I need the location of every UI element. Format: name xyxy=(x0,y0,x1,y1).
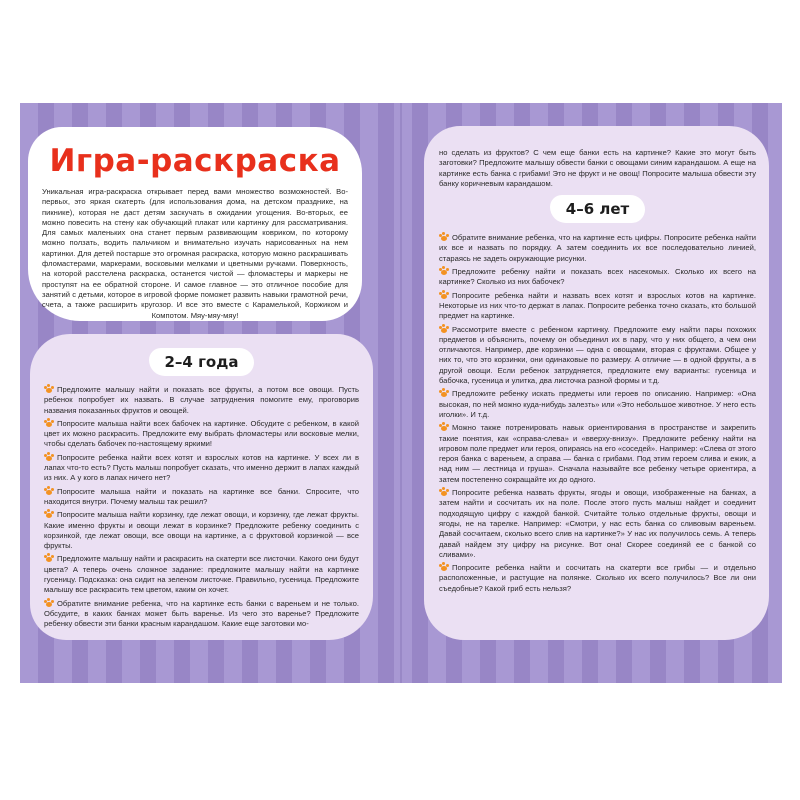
tip-text: Предложите малышу найти и показать все фрукты, а потом все овощи. Пусть ребенок попробует их назвать. В случае затруднения помогите ему, проговорив названия показанных фруктов и овощей. xyxy=(44,385,359,415)
intro-text: Уникальная игра-раскраска открывает перед вами множество возможностей. Во-первых, это яркая скатерть (для использования дома, на детском празднике, на пикнике), которая не даст детям заскучать в ожидании угощения. Во-вторых, ее можно повесить на стену как обучающий плакат или картинку для рассматривания. Для самых маленьких она станет первым развивающим ковриком, по которому можно ползать, водить пальчиком и внимательно изучать нарисованных на нем картинки. Для детей постарше это огромная раскраска, которую можно раскрашивать фломастерами, маркерами, восковыми мелками и цветными ручками. Поверхность, на которой расстелена раскраска, останется чистой — фломастеры и маркеры не проступят на ее обратной стороне. И самое главное — это отличное пособие для занятий с детьми, которое в игровой форме поможет развить навыки грамотной речи, счета, а также расширить кругозор. И все это вместе с Карамелькой, Коржиком и Компотом. Мяу-мяу-мяу! xyxy=(42,187,348,320)
paw-icon xyxy=(44,385,54,393)
tip-item xyxy=(439,389,756,420)
tip-text: Попросите ребенка найти всех котят и взрослых котов на картинке. У всех ли в лапах что-то есть? Пусть малыш попробует сказать, что именно держит в лапах каждый из них. А у кого в лапах ничего нет? xyxy=(44,452,359,483)
tip-text: Попросите малыша найти всех бабочек на картинке. Обсудите с ребенком, в какой цвет их можно раскрасить. Предложите ему выбрать фломастеры или восковые мелки, чтобы сделать бабочек по-настоящему яркими! xyxy=(44,418,359,449)
intro-panel xyxy=(28,127,362,321)
tip-text: Можно также потренировать навык ориентирования в пространстве и закрепить такие понятия, как «справа-слева» и «вверху-внизу». Предложите ребенку найти на игровом поле предмет или героя, опираясь на его «соседей». Например: «Слева от этого героя банка с вареньем, а справа — банка с грибами. Под этим героем слива и ежик, а над ним — лестница и груша». Сначала называйте все ребенку четыре ориентира, а затем постепенно сокращайте их до одного. xyxy=(439,423,756,484)
tip-item xyxy=(439,291,756,322)
tip-item xyxy=(44,599,359,630)
tip-item xyxy=(44,419,359,450)
tip-item xyxy=(439,233,756,264)
age-2-4-panel xyxy=(30,334,373,640)
tip-item xyxy=(44,453,359,484)
paw-icon xyxy=(44,554,54,562)
tip-text: Попросите ребенка найти и сосчитать на скатерти все грибы — и отдельно расположенные, и растущие на полянке. Сколько их всего получилось? Все ли они съедобные? Какой гриб есть нельзя? xyxy=(439,563,756,593)
paw-icon xyxy=(44,487,54,495)
tip-text: Предложите ребенку найти и показать всех насекомых. Сколько их всего на картинке? Сколько из них бабочек? xyxy=(439,267,756,287)
paw-icon xyxy=(439,488,449,496)
tip-item xyxy=(439,488,756,560)
continued-text: но сделать из фруктов? С чем еще банки есть на картинке? Какие это могут быть заготовки? Предложите малышу обвести банки с овощами синим карандашом. А еще на картинке есть банка с грибами! Это не фрукт и не овощ! Попросите малыша обвести эту банку коричневым карандашом. xyxy=(439,148,756,188)
tip-text: Обратите внимание ребенка, что на картинке есть банки с вареньем и не только. Обсудите, в каких банках может быть варенье. Из чего это варенье? Предложите ребенку обвести эти банки красным карандашом. Какие еще заготовки мо- xyxy=(44,598,359,629)
paw-icon xyxy=(44,510,54,518)
tip-item xyxy=(44,487,359,508)
tip-text: Попросите малыша найти корзинку, где лежат овощи, и корзинку, где лежат фрукты. Какие именно фрукты и овощи лежат в корзинке? Предложите ребенку соединить с корзинкой, где лежат овощи, все овощи на картинке, а с фруктовой корзинкой — все фрукты. xyxy=(44,510,359,551)
tip-item xyxy=(439,563,756,594)
tip-item xyxy=(44,510,359,551)
paw-icon xyxy=(439,325,449,333)
paw-icon xyxy=(44,419,54,427)
tip-item xyxy=(439,325,756,387)
tip-text: Попросите ребенка найти и назвать всех котят и взрослых котов на картинке. Некоторые из них что-то держат в лапах. Попросите ребенка точно сказать, кто большой предмет на картинке. xyxy=(439,290,756,321)
tip-text: Попросите малыша найти и показать на картинке все банки. Спросите, что находится внутри. Почему малыш так решил? xyxy=(44,486,359,506)
left-tips-list xyxy=(44,385,359,630)
page-gutter xyxy=(400,103,402,683)
paw-icon xyxy=(44,599,54,607)
tip-item xyxy=(439,423,756,485)
paw-icon xyxy=(439,233,449,241)
page-title: Игра-раскраска xyxy=(49,143,341,179)
paw-icon xyxy=(44,453,54,461)
tip-item xyxy=(44,385,359,416)
tip-text: Попросите ребенка назвать фрукты, ягоды и овощи, изображенные на банках, а затем найти и сосчитать их на поле. После этого пусть малыш найдет и соединит подходящую цифру с каждой банкой. Считайте только отдельные фрукты, овощи и ягоды, не на тарелке. Например: «Смотри, у нас есть банка со сливовым вареньем. Давай сосчитаем, сколько всего слив на картинке?» У нас их получилось семь. А теперь давай найдем эту цифру на рисунке. Вот она! Скорее соединяй ее с банкой со сливами». xyxy=(439,488,756,559)
paw-icon xyxy=(439,423,449,431)
tip-text: Предложите малышу найти и раскрасить на скатерти все листочки. Какого они будут цвета? А теперь очень сложное задание: предложите малышу найти на картинке гусеницу. Подсказка: она сидит на зеленом листочке. Правильно, гусеница. Предложите малышу все раскрасить тем цветом, каким он хочет. xyxy=(44,554,359,595)
paw-icon xyxy=(439,291,449,299)
tip-item xyxy=(439,267,756,288)
right-tips-list xyxy=(439,233,756,594)
paw-icon xyxy=(439,563,449,571)
age-badge-4-6: 4–6 лет xyxy=(550,195,645,223)
tip-text: Рассмотрите вместе с ребенком картинку. Предложите ему найти пары похожих предметов и объяснить, почему он объединил их в пару, что у них общего, а чем они отличаются. Например, две корзинки — одна с овощами, вторая с фруктами. Общее у них то, что это корзинки, они одинаковые по размеру. А отличие — в одной фрукты, а в другой овощи. Если ребенок затрудняется, предложите ему варианты: гусеница и бабочка, гусеница и улитка, два листочка разной формы и т.д. xyxy=(439,324,756,386)
age-4-6-panel xyxy=(424,126,769,640)
paw-icon xyxy=(439,267,449,275)
age-badge-2-4: 2–4 года xyxy=(149,348,255,376)
tip-text: Предложите ребенку искать предметы или героев по описанию. Например: «Она высокая, по ней можно куда-нибудь залезть» или «Это небольшое животное. У него есть иголки». И т.д. xyxy=(439,389,756,419)
tip-item xyxy=(44,554,359,595)
tip-text: Обратите внимание ребенка, что на картинке есть цифры. Попросите ребенка найти их все и назвать по порядку. А затем соединить их все последовательно линией, стараясь не задеть окружающие рисунки. xyxy=(439,233,756,263)
paw-icon xyxy=(439,389,449,397)
